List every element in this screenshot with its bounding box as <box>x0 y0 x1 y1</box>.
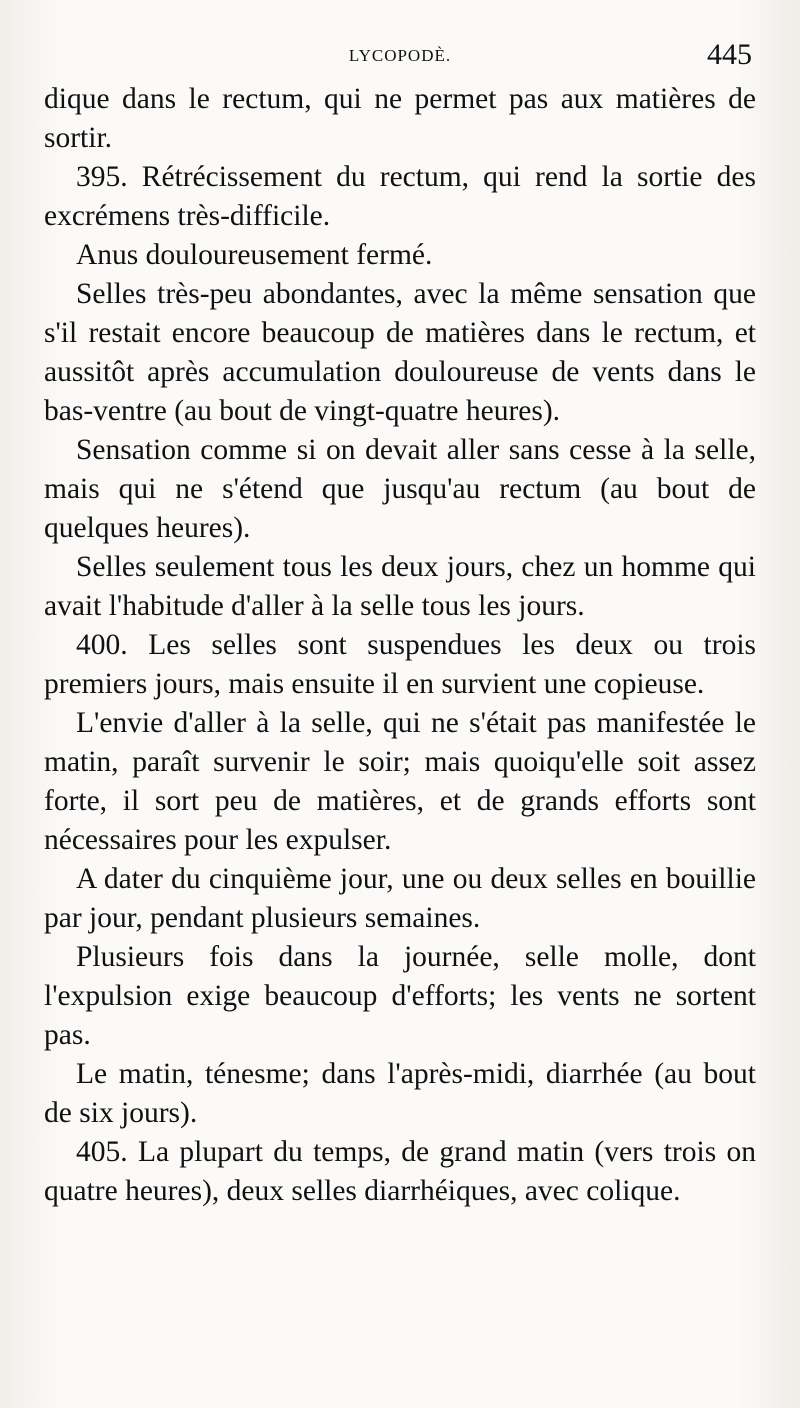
paragraph: A dater du cinquième jour, une ou deux selles en bouillie par jour, pendant plusieurs semaines. <box>44 863 756 934</box>
paragraph-continuation: dique dans le rectum, qui ne permet pas aux matières de sortir. <box>44 83 756 154</box>
body-text <box>44 80 756 1211</box>
paragraph: L'envie d'aller à la selle, qui ne s'était pas manifestée le matin, paraît survenir le soir; mais quoiqu'elle soit assez forte, il sort peu de matières, et de grands efforts sont nécessaires pour les expulser. <box>44 707 756 856</box>
paragraph: 405. La plupart du temps, de grand matin (vers trois on quatre heures), deux selles diarrhéiques, avec colique. <box>44 1136 756 1207</box>
paragraph: Sensation comme si on devait aller sans cesse à la selle, mais qui ne s'étend que jusqu'au rectum (au bout de quelques heures). <box>44 434 756 544</box>
page-header <box>0 38 800 78</box>
running-title: LYCOPODÈ. <box>348 46 452 65</box>
paragraph: Anus douloureusement fermé. <box>76 239 433 271</box>
paragraph: Le matin, ténesme; dans l'après-midi, diarrhée (au bout de six jours). <box>44 1058 756 1129</box>
paragraph: Plusieurs fois dans la journée, selle molle, dont l'expulsion exige beaucoup d'efforts; les vents ne sortent pas. <box>44 941 756 1051</box>
page-number: 445 <box>707 38 752 71</box>
paragraph: 400. Les selles sont suspendues les deux ou trois premiers jours, mais ensuite il en survient une copieuse. <box>44 629 756 700</box>
paragraph: 395. Rétrécissement du rectum, qui rend la sortie des excrémens très-difficile. <box>44 161 756 232</box>
paragraph: Selles très-peu abondantes, avec la même sensation que s'il restait encore beaucoup de matières dans le rectum, et aussitôt après accumulation douloureuse de vents dans le bas-ventre (au bout de vingt-quatre heures). <box>44 278 756 427</box>
paragraph: Selles seulement tous les deux jours, chez un homme qui avait l'habitude d'aller à la selle tous les jours. <box>44 551 756 622</box>
